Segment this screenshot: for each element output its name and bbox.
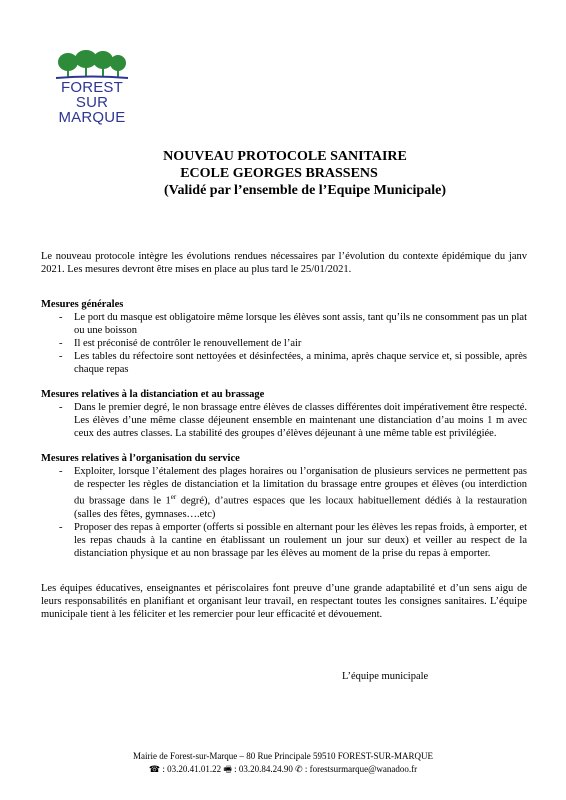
- logo-text-sur: SUR: [75, 94, 109, 111]
- page-footer: [0, 750, 566, 776]
- distanciation-list: [41, 401, 527, 440]
- signature: L’équipe municipale: [342, 671, 429, 682]
- section-title-distanciation: Mesures relatives à la distanciation et au brassage: [41, 389, 265, 400]
- logo-text-forest: FOREST: [60, 79, 124, 96]
- municipal-logo: [52, 50, 132, 128]
- list-item: - Le port du masque est obligatoire même lorsque les élèves sont assis, tant qu’ils ne consomment pas un plat ou une boisson: [59, 312, 527, 336]
- list-item: - Dans le premier degré, le non brassage entre élèves de classes différentes doit impérativement être respecté. Les élèves d’une même classe déjeunent ensemble en maintenant une distanciation d’au moins 1 m avec ceux des autres classes. La stabilité des groupes d’élèves déjeunant à une même table est privilégiée.: [59, 402, 527, 439]
- service-list: [41, 465, 527, 560]
- list-item: - Les tables du réfectoire sont nettoyées et désinfectées, a minima, après chaque service et, si possible, après chaque repas: [59, 351, 527, 375]
- title-line-3: (Validé par l’ensemble de l’Equipe Municipale): [164, 183, 446, 198]
- title-line-1: NOUVEAU PROTOCOLE SANITAIRE: [163, 149, 407, 164]
- document-title: [100, 148, 470, 199]
- list-item: - Exploiter, lorsque l’étalement des plages horaires ou l’organisation de plusieurs services ne permettent pas de respecter les règles de distanciation et la limitation du brassage entre groupes et élèves (ou interdiction du brassage dans le 1er degré), d’autres espaces que les locaux habituellement dédiés à la restauration (salles des fêtes, gymnases….etc): [59, 466, 528, 520]
- footer-contacts: ☎ : 03.20.41.01.22 🖷 : 03.20.84.24.90 ✆ : forestsurmarque@wanadoo.fr: [148, 764, 418, 774]
- logo-text-marque: MARQUE: [58, 109, 126, 126]
- intro-paragraph: Le nouveau protocole intègre les évolutions rendues nécessaires par l’évolution du contexte épidémique du janv 2021. Les mesures devront être mises en place au plus tard le 25/01/2021.: [41, 251, 527, 275]
- closing-paragraph: Les équipes éducatives, enseignantes et périscolaires font preuve d’une grande adaptabilité et d’un sens aigu de leurs responsabilités en planifiant et organisant leur travail, en respectant toutes les consignes sanitaires. L’équipe municipale tient à les féliciter et les remercier pour leur efficacité et dévouement.: [41, 582, 527, 620]
- list-item: - Proposer des repas à emporter (offerts si possible en alternant pour les élèves les repas froids, à emporter, et les repas chauds à la cantine en établissant un roulement un jour sur deux) et veiller au respect de la distanciation physique et au non brassage par les élèves au moment de la prise du repas à emporter.: [59, 521, 527, 559]
- title-line-2: ECOLE GEORGES BRASSENS: [180, 166, 378, 181]
- trees-icon: [52, 50, 132, 82]
- footer-address: Mairie de Forest-sur-Marque – 80 Rue Principale 59510 FOREST-SUR-MARQUE: [133, 751, 433, 761]
- section-title-general: Mesures générales: [41, 299, 124, 310]
- document-body: [41, 250, 527, 621]
- list-item: - Il est préconisé de contrôler le renouvellement de l’air: [59, 338, 302, 349]
- general-measures-list: [41, 311, 527, 376]
- section-title-service: Mesures relatives à l’organisation du service: [41, 453, 240, 464]
